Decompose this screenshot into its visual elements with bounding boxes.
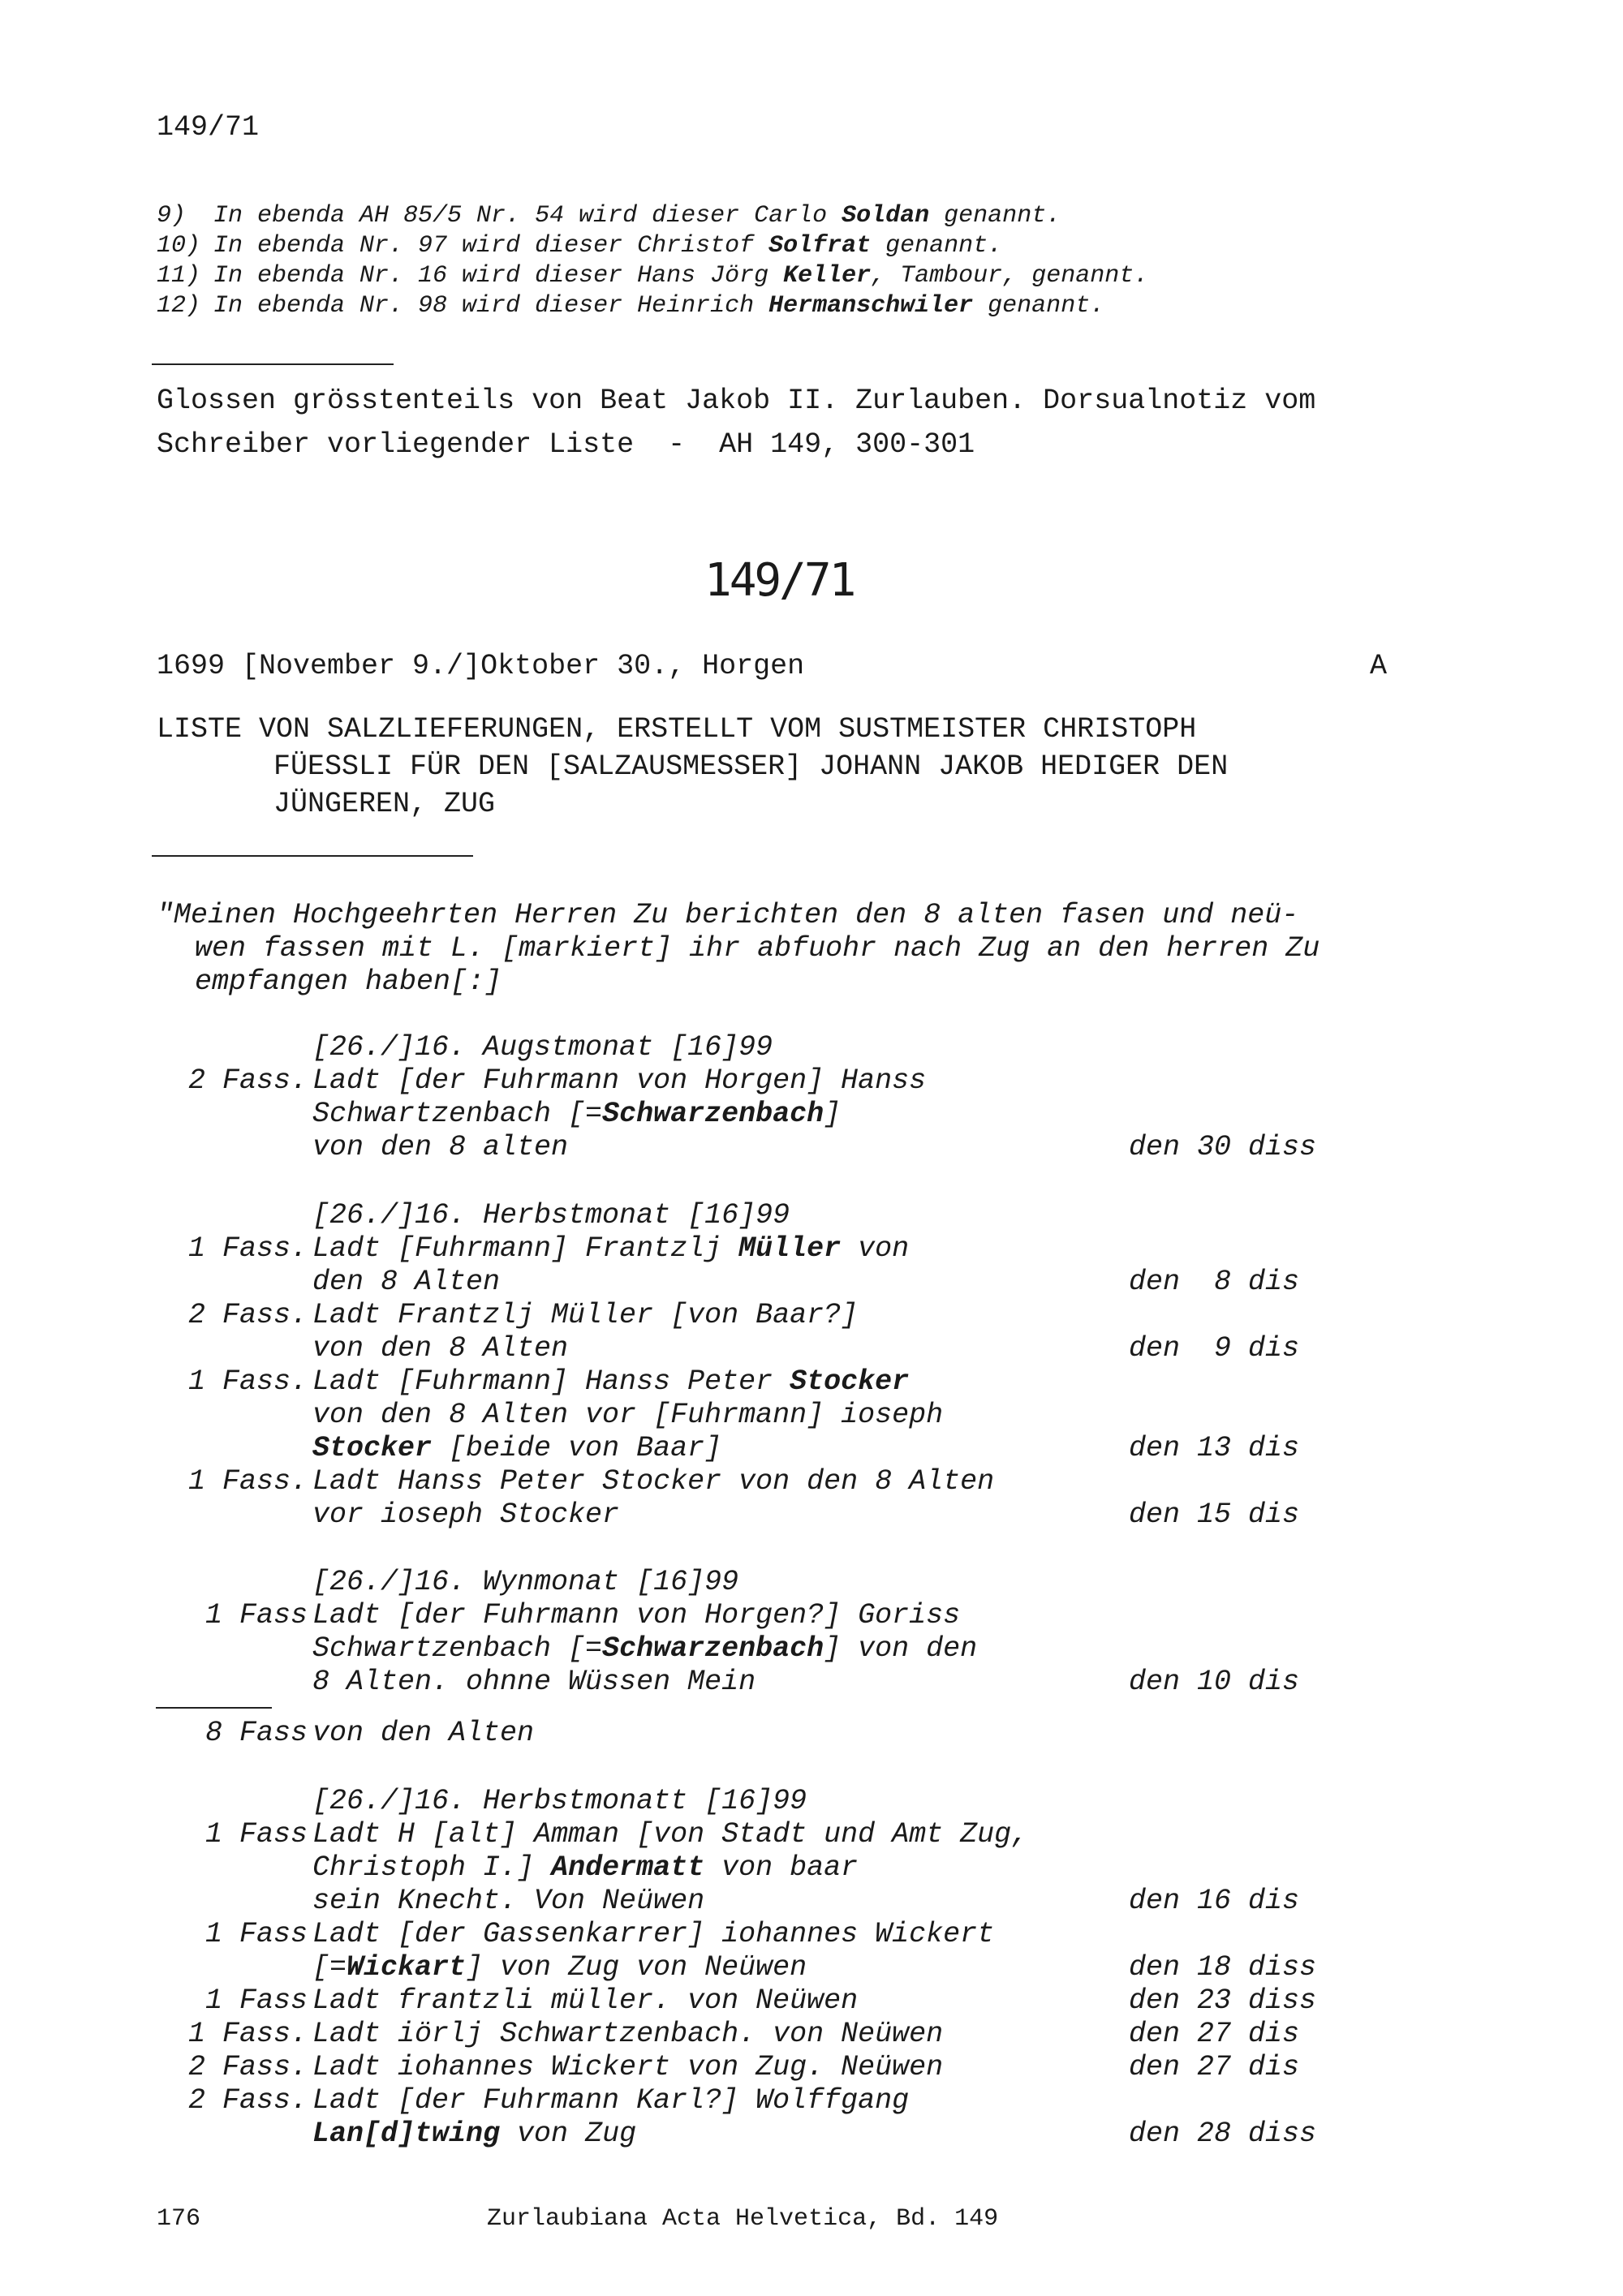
intro-line-2: wen fassen mit L. [markiert] ihr abfuohr nach Zug an den herren Zu — [195, 932, 1320, 965]
entry-text — [312, 1498, 619, 1532]
entry-person-name: Wickart — [347, 1951, 467, 1984]
list-item — [0, 1632, 1461, 1666]
entry-text — [312, 1332, 568, 1365]
date-cell: den 28 diss — [1129, 2118, 1317, 2150]
date-cell: den 13 dis — [1129, 1432, 1300, 1464]
list-item — [0, 1599, 1461, 1632]
entry-text-start: Ladt [der Fuhrmann Karl?] Wolffgang — [312, 2084, 910, 2117]
entry-text-end: ] von den — [824, 1632, 978, 1665]
list-item — [0, 1098, 1461, 1131]
entry-text — [312, 1984, 858, 2018]
entry-text-start: sein Knecht. Von Neüwen — [312, 1885, 705, 1917]
quantity-cell: 1 Fass — [204, 1818, 308, 1851]
caption-line-2: FÜESSLI FÜR DEN [SALZAUSMESSER] JOHANN JAKOB HEDIGER DEN — [273, 750, 1229, 783]
footnote-number: 11) — [157, 262, 201, 290]
entry-text — [312, 1717, 534, 1750]
entry-text-end: ] von Zug von Neüwen — [466, 1951, 807, 1984]
quantity-cell: 1 Fass — [204, 1984, 308, 2017]
quantity-cell: 1 Fass — [204, 1599, 308, 1632]
quantity-cell: 1 Fass. — [187, 1232, 308, 1265]
entry-text — [312, 1299, 858, 1332]
list-item — [0, 1332, 1461, 1365]
entry-text-start: [26./]16. Herbstmonatt [16]99 — [312, 1785, 807, 1817]
entry-text — [312, 1666, 756, 1699]
footnote-number: 12) — [157, 292, 201, 320]
list-item — [0, 1498, 1461, 1532]
intro-line-3: empfangen haben[:] — [195, 965, 502, 998]
footnote-number: 9) — [157, 202, 187, 230]
list-item — [0, 1918, 1461, 1951]
quantity-cell: 1 Fass. — [187, 1465, 308, 1498]
entry-text — [312, 1951, 807, 1984]
entry-text-start: [26./]16. Herbstmonat [16]99 — [312, 1199, 790, 1232]
entry-text-end: von baar — [704, 1851, 859, 1884]
entry-person-name: Schwarzenbach — [602, 1632, 824, 1665]
entry-text-start: Ladt iörlj Schwartzenbach. von Neüwen — [312, 2018, 944, 2050]
list-item — [0, 1465, 1461, 1498]
entry-text — [312, 1918, 994, 1951]
quantity-cell: 1 Fass. — [187, 1365, 308, 1398]
date-cell: den 9 dis — [1129, 1332, 1300, 1365]
entry-text-start: von den 8 Alten — [312, 1332, 569, 1365]
quantity-cell: 2 Fass. — [187, 1299, 308, 1331]
list-item — [0, 2018, 1461, 2051]
footnote-text: In ebenda Nr. 16 wird dieser Hans Jörg — [213, 262, 784, 290]
footnote-number: 10) — [157, 232, 201, 260]
entry-text-start: Ladt Hanss Peter Stocker von den 8 Alten — [312, 1465, 995, 1498]
document-type-code: A — [1370, 650, 1388, 682]
entry-text-start: [26./]16. Wynmonat [16]99 — [312, 1566, 739, 1598]
footnote-item — [157, 201, 1061, 231]
entry-text-start: Schwartzenbach [= — [312, 1632, 603, 1665]
footnote-item — [157, 261, 1148, 291]
quantity-cell: 2 Fass. — [187, 2051, 308, 2083]
footnote-text-end: , Tambour, genannt. — [871, 262, 1149, 290]
list-item — [0, 1365, 1461, 1399]
entry-text-end: von Zug — [500, 2118, 637, 2150]
footnote-person-name: Solfrat — [768, 232, 872, 260]
entry-person-name: Müller — [738, 1232, 842, 1265]
entry-text — [312, 1432, 721, 1465]
footnote-text: In ebenda AH 85/5 Nr. 54 wird dieser Carlo — [213, 202, 842, 230]
entry-text — [312, 1599, 960, 1632]
entry-text — [312, 1785, 807, 1818]
gloss-line-1: Glossen grösstenteils von Beat Jakob II. Zurlauben. Dorsualnotiz vom — [157, 385, 1316, 417]
footnote-person-name: Soldan — [842, 202, 930, 230]
entry-text-start: von den 8 alten — [312, 1131, 569, 1163]
list-item — [0, 1984, 1461, 2018]
caption-rule — [152, 855, 473, 857]
list-item — [0, 2051, 1461, 2084]
entry-text — [312, 1266, 500, 1299]
entry-text-end: ] — [824, 1098, 842, 1130]
date-cell: den 8 dis — [1129, 1266, 1300, 1298]
footnote-item — [157, 291, 1104, 321]
list-item — [0, 1031, 1461, 1064]
entry-text — [312, 1232, 909, 1266]
footnote-text: In ebenda Nr. 98 wird dieser Heinrich — [213, 292, 769, 320]
list-item — [0, 2084, 1461, 2118]
entry-text — [312, 2118, 636, 2151]
list-item — [0, 1717, 1461, 1750]
entry-text — [312, 1566, 738, 1599]
running-header-ref: 149/71 — [157, 111, 260, 144]
date-cell: den 30 diss — [1129, 1131, 1317, 1163]
date-cell: den 15 dis — [1129, 1498, 1300, 1531]
list-item — [0, 1566, 1461, 1599]
document-number: 149/71 — [704, 554, 855, 607]
date-cell: den 18 diss — [1129, 1951, 1317, 1984]
caption-line-1: LISTE VON SALZLIEFERUNGEN, ERSTELLT VOM SUSTMEISTER CHRISTOPH — [157, 713, 1197, 746]
list-item — [0, 1266, 1461, 1299]
series-title: Zurlaubiana Acta Helvetica, Bd. 149 — [487, 2205, 999, 2233]
subtotal-rule — [156, 1707, 272, 1709]
footnote-text: In ebenda Nr. 97 wird dieser Christof — [213, 232, 769, 260]
footnote-rule — [152, 363, 394, 365]
entry-text — [312, 1818, 1028, 1851]
entry-text-start: Schwartzenbach [= — [312, 1098, 603, 1130]
quantity-cell: 1 Fass. — [187, 2018, 308, 2050]
entry-text-start: Ladt [der Gassenkarrer] iohannes Wickert — [312, 1918, 995, 1950]
list-item — [0, 1299, 1461, 1332]
entry-text-start: Ladt iohannes Wickert von Zug. Neüwen — [312, 2051, 944, 2083]
entry-text-start: 8 Alten. ohnne Wüssen Mein — [312, 1666, 756, 1698]
entry-text — [312, 1199, 790, 1232]
entry-person-name: Stocker — [312, 1432, 433, 1464]
entry-person-name: Schwarzenbach — [602, 1098, 824, 1130]
list-item — [0, 1785, 1461, 1818]
entry-text-start: von den 8 Alten vor [Fuhrmann] ioseph — [312, 1399, 944, 1431]
entry-text — [312, 2084, 909, 2118]
date-cell: den 23 diss — [1129, 1984, 1317, 2017]
entry-text-start: von den Alten — [312, 1717, 535, 1749]
quantity-cell: 1 Fass — [204, 1918, 308, 1950]
entry-text-start: [= — [312, 1951, 347, 1984]
entry-text — [312, 2051, 943, 2084]
entry-text — [312, 1064, 926, 1098]
entry-text-start: Ladt frantzli müller. von Neüwen — [312, 1984, 859, 2017]
caption-line-3: JÜNGEREN, ZUG — [273, 788, 496, 820]
entry-text-start: Ladt [Fuhrmann] Hanss Peter — [312, 1365, 790, 1398]
entry-text-end: von — [841, 1232, 910, 1265]
quantity-cell: 2 Fass. — [187, 2084, 308, 2117]
dateline: 1699 [November 9./]Oktober 30., Horgen — [157, 650, 805, 682]
entry-text — [312, 1399, 943, 1432]
gloss-line-2: Schreiber vorliegender Liste - AH 149, 300-301 — [157, 428, 975, 461]
entry-text-start: Ladt [Fuhrmann] Frantzlj — [312, 1232, 739, 1265]
entry-text — [312, 1632, 977, 1666]
list-item — [0, 1951, 1461, 1984]
footnote-person-name: Hermanschwiler — [768, 292, 974, 320]
entry-text-start: vor ioseph Stocker — [312, 1498, 620, 1531]
list-item — [0, 1818, 1461, 1851]
entry-text-start: Christoph I.] — [312, 1851, 552, 1884]
entry-text-end: [beide von Baar] — [432, 1432, 722, 1464]
page-number: 176 — [157, 2205, 201, 2233]
entry-text — [312, 1365, 909, 1399]
list-item — [0, 1131, 1461, 1164]
quantity-cell: 2 Fass. — [187, 1064, 308, 1097]
entry-text-start: Ladt [der Fuhrmann von Horgen] Hanss — [312, 1064, 927, 1097]
date-cell: den 10 dis — [1129, 1666, 1300, 1698]
footnote-item — [157, 231, 1002, 261]
list-item — [0, 1432, 1461, 1465]
footnote-text-end: genannt. — [973, 292, 1105, 320]
entry-text — [312, 1465, 994, 1498]
entry-person-name: Andermatt — [551, 1851, 705, 1884]
entry-text-start: Ladt H [alt] Amman [von Stadt und Amt Zug, — [312, 1818, 1029, 1851]
list-item — [0, 1851, 1461, 1885]
footnote-text-end: genannt. — [929, 202, 1061, 230]
entry-text-start: den 8 Alten — [312, 1266, 501, 1298]
list-item — [0, 1885, 1461, 1918]
entry-text-start: Ladt [der Fuhrmann von Horgen?] Goriss — [312, 1599, 961, 1632]
date-cell: den 27 dis — [1129, 2051, 1300, 2083]
list-item — [0, 1199, 1461, 1232]
quantity-cell: 8 Fass — [204, 1717, 308, 1749]
entry-text-start: [26./]16. Augstmonat [16]99 — [312, 1031, 773, 1064]
entry-text — [312, 1031, 773, 1064]
entry-text — [312, 1885, 704, 1918]
footnote-person-name: Keller — [783, 262, 872, 290]
entry-text — [312, 1851, 858, 1885]
list-item — [0, 1232, 1461, 1266]
date-cell: den 27 dis — [1129, 2018, 1300, 2050]
entry-text — [312, 2018, 943, 2051]
entry-person-name: Stocker — [790, 1365, 910, 1398]
list-item — [0, 1666, 1461, 1699]
footnote-text-end: genannt. — [871, 232, 1003, 260]
entry-text-start: Ladt Frantzlj Müller [von Baar?] — [312, 1299, 859, 1331]
intro-line-1: "Meinen Hochgeehrten Herren Zu berichten den 8 alten fasen und neü- — [157, 899, 1299, 931]
list-item — [0, 1064, 1461, 1098]
entry-text — [312, 1131, 568, 1164]
list-item — [0, 1399, 1461, 1432]
list-item — [0, 2118, 1461, 2151]
entry-text — [312, 1098, 841, 1131]
entry-person-name: Lan[d]twing — [312, 2118, 501, 2150]
date-cell: den 16 dis — [1129, 1885, 1300, 1917]
